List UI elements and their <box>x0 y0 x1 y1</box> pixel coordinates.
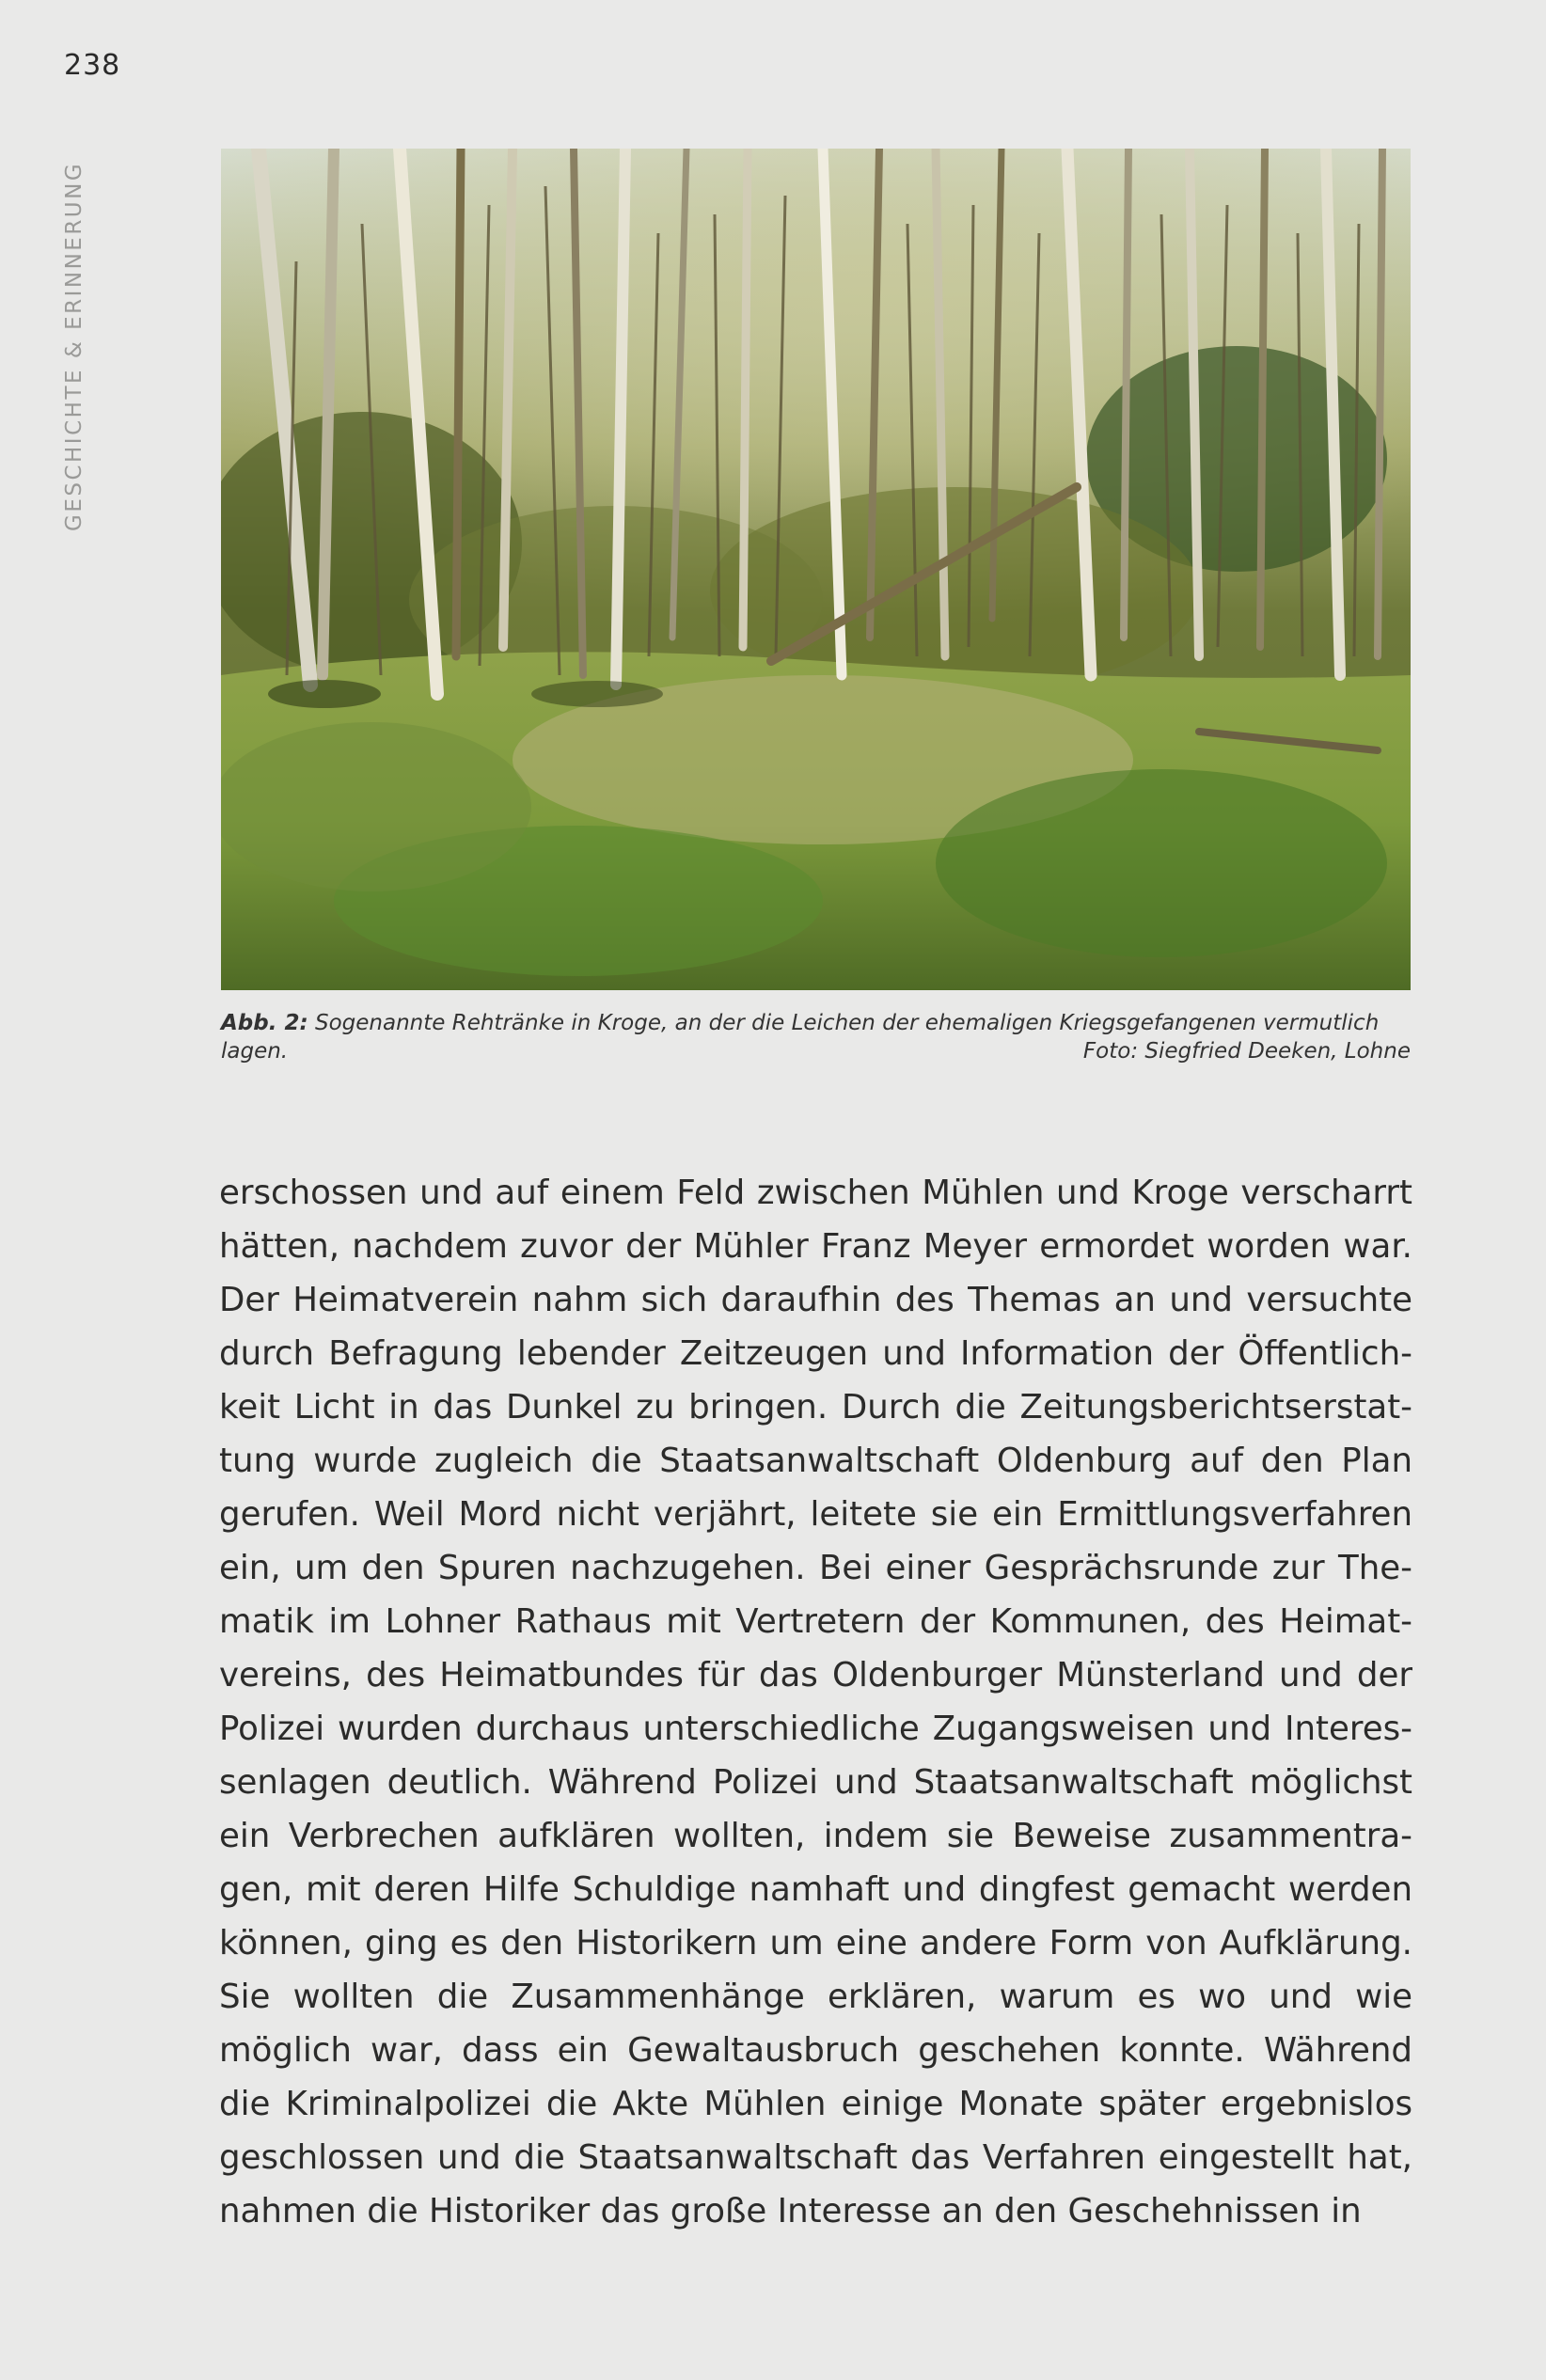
photo-credit: Foto: Siegfried Deeken, Lohne <box>1082 1039 1411 1064</box>
caption-text: Sogenannte Rehtränke in Kroge, an der die Leichen der ehemaligen Kriegsgefangenen vermutlich lagen. <box>221 1011 1380 1064</box>
forest-photo-drawing <box>221 149 1411 990</box>
running-head: GESCHICHTE & ERINNERUNG <box>62 161 87 531</box>
body-paragraph: erschossen und auf einem Feld zwischen Mühlen und Kroge verscharrt hätten, nachdem zuvor der Mühler Franz Meyer ermordet worden war. Der Heimatverein nahm sich daraufhin des Themas an und versuchte durch Befragung lebender Zeitzeugen und Information der Öffentlichkeit Licht in das Dunkel zu bringen. Durch die Zeitungsberichtserstattung wurde zugleich die Staatsanwaltschaft Oldenburg auf den Plan gerufen. Weil Mord nicht verjährt, leitete sie ein Ermittlungsverfahren ein, um den Spuren nachzugehen. Bei einer Gesprächsrunde zur Thematik im Lohner Rathaus mit Vertretern der Kommunen, des Heimatvereins, des Heimatbundes für das Oldenburger Münsterland und der Polizei wurden durchaus unterschiedliche Zugangsweisen und Interessenlagen deutlich. Während Polizei und Staatsanwaltschaft möglichst ein Verbrechen aufklären wollten, indem sie Beweise zusammentragen, mit deren Hilfe Schuldige namhaft und dingfest gemacht werden können, ging es den Historikern um eine andere Form von Aufklärung. Sie wollten die Zusammenhänge erklären, warum es wo und wie möglich war, dass ein Gewaltausbruch geschehen konnte. Während die Kriminalpolizei die Akte Mühlen einige Monate später ergebnislos geschlossen und die Staatsanwaltschaft das Verfahren eingestellt hat, nahmen die Historiker das große Interesse an den Geschehnissen in <box>219 1174 1412 2230</box>
page-number: 238 <box>64 49 121 82</box>
caption-label: Abb. 2: <box>221 1011 308 1035</box>
figure-caption <box>221 1009 1411 1065</box>
forest-photo <box>221 149 1411 990</box>
